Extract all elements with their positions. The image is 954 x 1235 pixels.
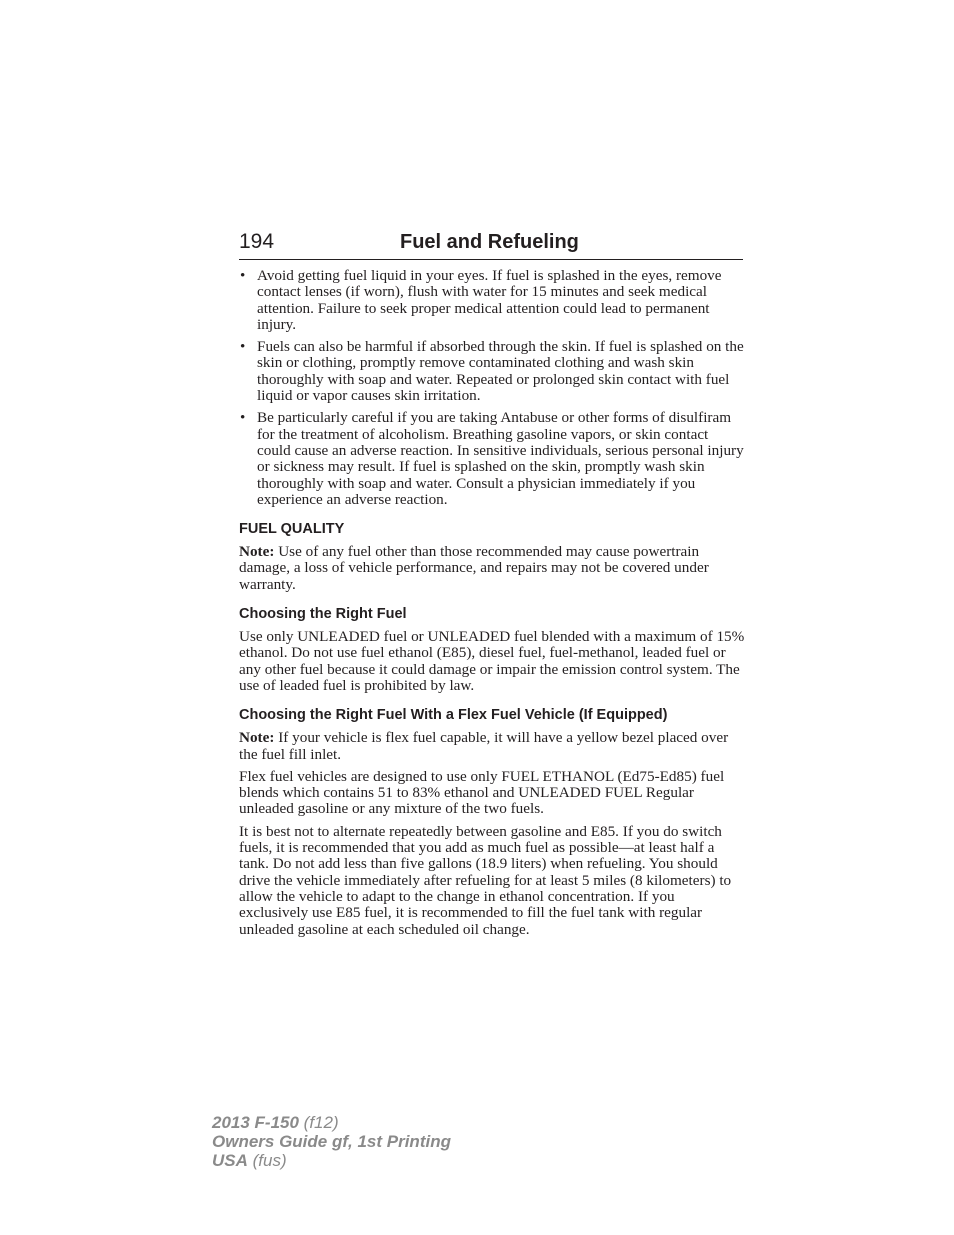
- page-header: [239, 229, 743, 260]
- note-label: Note:: [239, 729, 275, 747]
- list-item-text: Fuels can also be harmful if absorbed through the skin. If fuel is splashed on the skin or clothing, promptly remove contaminated clothing and wash skin thoroughly with soap and water. Repeated or prolonged skin contact with fuel liquid or vapor causes skin irritation.: [257, 338, 744, 405]
- flex-fuel-paragraph-2: It is best not to alternate repeatedly between gasoline and E85. If you do switch fuels, it is recommended that you add as much fuel as possible—at least half a tank. Do not add less than five gallons (18.9 liters) when refueling. You should drive the vehicle immediately after refueling for at least 5 miles (8 kilometers) to allow the vehicle to adapt to the change in ethanol concentration. If you exclusively use E85 fuel, it is recommended to fill the fuel tank with regular unleaded gasoline at each scheduled oil change.: [239, 822, 732, 938]
- flex-fuel-paragraph-1: Flex fuel vehicles are designed to use only FUEL ETHANOL (Ed75-Ed85) fuel blends which contains 51 to 83% ethanol and UNLEADED FUEL Regular unleaded gasoline or any mixture of the two fuels.: [239, 767, 725, 818]
- footer-model: 2013 F-150: [212, 1113, 299, 1132]
- list-item-text: Be particularly careful if you are taking Antabuse or other forms of disulfiram for the treatment of alcoholism. Breathing gasoline vapors, or skin contact could cause an adverse reaction. In sensitive individuals, serious personal injury or sickness may result. If fuel is splashed on the skin, promptly wash skin thoroughly with soap and water. Consult a physician immediately if you experience an adverse reaction.: [257, 409, 744, 508]
- note-text: If your vehicle is flex fuel capable, it will have a yellow bezel placed over the fuel fill inlet.: [239, 729, 729, 763]
- footer-market-code: (fus): [247, 1151, 287, 1170]
- page-footer: [212, 1113, 451, 1170]
- note-text: Use of any fuel other than those recommended may cause powertrain damage, a loss of vehicle performance, and repairs may not be covered under warranty.: [239, 543, 709, 593]
- footer-line-guide: [212, 1132, 451, 1151]
- footer-model-code: (f12): [298, 1113, 339, 1132]
- footer-market: USA: [212, 1151, 248, 1170]
- page-number: 194: [239, 230, 275, 253]
- subheading-right-fuel: Choosing the Right Fuel: [239, 606, 407, 623]
- list-item: [239, 339, 745, 404]
- bullet-icon: •: [240, 338, 246, 356]
- footer-guide: Owners Guide gf, 1st Printing: [212, 1132, 451, 1151]
- fuel-quality-note: [239, 544, 745, 593]
- footer-line-market: [212, 1151, 451, 1170]
- footer-line-model: [212, 1113, 451, 1132]
- subheading-flex-fuel: Choosing the Right Fuel With a Flex Fuel Vehicle (If Equipped): [239, 707, 668, 724]
- page-title: Fuel and Refueling: [400, 231, 579, 253]
- note-label: Note:: [239, 543, 275, 561]
- bullet-icon: •: [240, 267, 246, 284]
- page-content: [239, 268, 745, 944]
- right-fuel-paragraph: Use only UNLEADED fuel or UNLEADED fuel blended with a maximum of 15% ethanol. Do not use fuel ethanol (E85), diesel fuel, fuel-methanol, leaded fuel or any other fuel because it could damage or impair the emission control system. The use of leaded fuel is prohibited by law.: [239, 628, 745, 694]
- list-item: [239, 268, 745, 333]
- warning-list: [239, 268, 745, 508]
- list-item: [239, 410, 745, 508]
- bullet-icon: •: [240, 409, 246, 427]
- section-heading-fuel-quality: FUEL QUALITY: [239, 521, 345, 538]
- list-item-text: Avoid getting fuel liquid in your eyes. If fuel is splashed in the eyes, remove contact lenses (if worn), flush with water for 15 minutes and seek medical attention. Failure to seek proper medical attention could lead to permanent injury.: [257, 267, 722, 333]
- flex-fuel-note: [239, 730, 745, 763]
